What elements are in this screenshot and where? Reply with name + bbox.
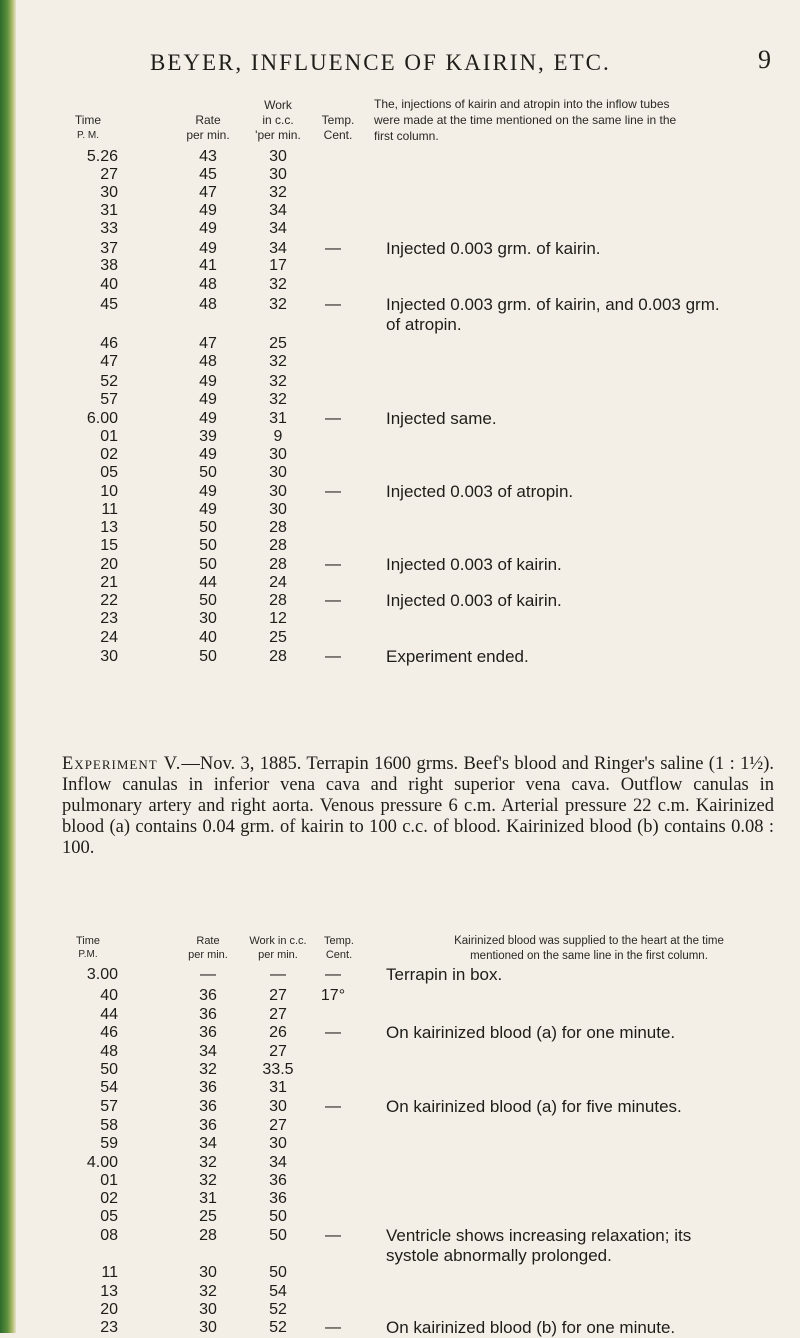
cell-time: 33	[100, 220, 118, 237]
t2-header-time-line2: P.M.	[78, 949, 98, 960]
experiment-v-lead: Experiment V.	[62, 753, 182, 774]
cell-rate: 36	[199, 1079, 217, 1096]
cell-work: 28	[269, 519, 287, 536]
note-line: On kairinized blood (b) for one minute.	[386, 1318, 676, 1337]
t1-header-time-line1: Time	[74, 113, 102, 127]
table-row	[0, 184, 800, 202]
cell-temp: —	[325, 966, 341, 983]
table-row	[0, 501, 800, 519]
table-row	[0, 1006, 800, 1024]
cell-time: 01	[100, 1172, 118, 1189]
t1-header-notes-line2: were made at the time mentioned on the same line in the	[374, 113, 677, 127]
table-row	[0, 1079, 800, 1097]
cell-rate: 25	[199, 1208, 217, 1225]
table-row	[0, 1043, 800, 1061]
cell-rate: 49	[199, 446, 217, 463]
table-row	[0, 1226, 800, 1265]
note-line: Injected 0.003 of atropin.	[386, 482, 574, 501]
cell-rate: 36	[199, 1117, 217, 1134]
cell-time: 27	[100, 166, 118, 183]
t2-header-work-line2: per min.	[258, 949, 298, 961]
table-row	[0, 391, 800, 409]
cell-temp: —	[325, 556, 341, 573]
cell-rate: 49	[199, 202, 217, 219]
note-line: Injected same.	[386, 409, 497, 428]
cell-temp: —	[325, 240, 341, 257]
cell-rate: 36	[199, 1006, 217, 1023]
t1-header-rate-line1: Rate	[195, 113, 221, 127]
cell-time: 13	[100, 519, 118, 536]
table-row	[0, 629, 800, 647]
cell-note	[386, 1097, 796, 1117]
t1-header-work-line1: Work	[264, 98, 292, 112]
note-line: Injected 0.003 grm. of kairin.	[386, 239, 601, 258]
cell-time: 58	[100, 1117, 118, 1134]
cell-time: 11	[101, 1264, 118, 1281]
cell-temp: —	[325, 1098, 341, 1115]
cell-work: 30	[269, 1135, 287, 1152]
cell-work: 12	[269, 610, 287, 627]
cell-time: 46	[100, 335, 118, 352]
cell-rate: 30	[199, 1319, 217, 1336]
t1-header-work	[246, 98, 310, 143]
cell-time: 57	[100, 1098, 118, 1115]
cell-rate: 49	[199, 410, 217, 427]
table-row	[0, 1319, 800, 1337]
cell-work: 36	[269, 1190, 287, 1207]
cell-rate: 48	[199, 353, 217, 370]
t2-header-work-line1: Work in c.c.	[249, 935, 307, 947]
cell-work: 28	[269, 592, 287, 609]
cell-rate: 30	[199, 610, 217, 627]
table-row	[0, 610, 800, 628]
cell-time: 57	[100, 391, 118, 408]
table-row	[0, 648, 800, 666]
cell-work: 26	[269, 1024, 287, 1041]
cell-rate: 45	[199, 166, 217, 183]
table-row	[0, 592, 800, 610]
table-row	[0, 373, 800, 391]
cell-rate: 50	[199, 556, 217, 573]
cell-work: 34	[269, 240, 287, 257]
cell-work: 54	[269, 1283, 287, 1300]
cell-work: 52	[269, 1319, 287, 1336]
t2-header-notes-line1: Kairinized blood was supplied to the heart at the time	[454, 935, 724, 947]
cell-rate: 32	[199, 1172, 217, 1189]
cell-work: 25	[269, 629, 287, 646]
table-row	[0, 166, 800, 184]
t2-header-rate	[176, 934, 240, 962]
cell-work: 32	[269, 353, 287, 370]
cell-temp: —	[325, 592, 341, 609]
cell-work: 28	[269, 648, 287, 665]
cell-work: 52	[269, 1301, 287, 1318]
t1-header-time	[58, 113, 118, 143]
cell-work: 32	[269, 373, 287, 390]
cell-note	[386, 555, 796, 575]
cell-time: 37	[100, 240, 118, 257]
cell-rate: 47	[199, 184, 217, 201]
cell-temp: 17°	[320, 987, 346, 1004]
cell-rate: 49	[199, 501, 217, 518]
cell-work: 27	[269, 1117, 287, 1134]
t1-header-notes-line1: The, injections of kairin and atropin into the inflow tubes	[374, 97, 670, 111]
table-row	[0, 1117, 800, 1135]
cell-time: 6.00	[86, 410, 118, 427]
table-row	[0, 574, 800, 592]
table-row	[0, 335, 800, 353]
cell-rate: 44	[199, 574, 217, 591]
table-row	[0, 295, 800, 334]
cell-work: 9	[273, 428, 283, 445]
cell-time: 01	[100, 428, 118, 445]
cell-rate: 30	[199, 1301, 217, 1318]
cell-time: 31	[100, 202, 118, 219]
t2-header-rate-line2: per min.	[188, 949, 228, 961]
cell-rate: 49	[199, 373, 217, 390]
cell-rate: 49	[199, 240, 217, 257]
table-row	[0, 987, 800, 1005]
cell-time: 40	[100, 987, 118, 1004]
experiment-v-paragraph	[62, 754, 774, 859]
t2-header-temp	[312, 934, 366, 962]
t2-header-rate-line1: Rate	[196, 935, 220, 947]
table-row	[0, 1061, 800, 1079]
cell-time: 20	[100, 1301, 118, 1318]
cell-rate: 36	[199, 987, 217, 1004]
cell-time: 05	[100, 464, 118, 481]
cell-rate: 50	[199, 519, 217, 536]
table-row	[0, 1024, 800, 1042]
cell-time: 15	[100, 537, 118, 554]
cell-rate: 32	[199, 1154, 217, 1171]
t2-header-notes	[382, 934, 796, 964]
table-row	[0, 537, 800, 555]
cell-time: 20	[100, 556, 118, 573]
note-line: Terrapin in box.	[386, 965, 503, 984]
cell-time: 38	[100, 257, 118, 274]
cell-time: 02	[100, 1190, 118, 1207]
table-row	[0, 220, 800, 238]
cell-rate: 50	[199, 592, 217, 609]
cell-note	[386, 482, 796, 502]
cell-time: 02	[100, 446, 118, 463]
cell-time: 45	[100, 296, 118, 313]
cell-work: 50	[269, 1208, 287, 1225]
table-row	[0, 202, 800, 220]
cell-work: 30	[269, 501, 287, 518]
cell-rate: 28	[199, 1227, 217, 1244]
table-row	[0, 556, 800, 574]
cell-note	[386, 409, 796, 429]
cell-temp: —	[325, 1319, 341, 1336]
cell-time: 23	[100, 1319, 118, 1336]
page-number: 9	[758, 45, 771, 74]
cell-time: 22	[100, 592, 118, 609]
cell-work: 34	[269, 220, 287, 237]
cell-work: 30	[269, 166, 287, 183]
cell-rate: 32	[199, 1061, 217, 1078]
table-row	[0, 1264, 800, 1282]
cell-rate: 41	[199, 257, 217, 274]
cell-rate: 32	[199, 1283, 217, 1300]
cell-work: 31	[269, 410, 287, 427]
cell-rate: 34	[199, 1135, 217, 1152]
table-row	[0, 464, 800, 482]
t2-header-notes-line2: mentioned on the same line in the first column.	[470, 950, 708, 962]
table-row	[0, 1190, 800, 1208]
note-line: On kairinized blood (a) for one minute.	[386, 1023, 676, 1042]
t2-header-work	[236, 934, 320, 962]
cell-work: 17	[269, 257, 287, 274]
table-row	[0, 276, 800, 294]
t1-header-temp	[310, 113, 366, 143]
t2-header-time	[58, 934, 118, 962]
running-title: BEYER, INFLUENCE OF KAIRIN, ETC.	[150, 50, 611, 75]
cell-rate: 48	[199, 276, 217, 293]
cell-work: 31	[269, 1079, 287, 1096]
t1-header-time-line2: P. M.	[76, 130, 100, 141]
cell-time: 46	[100, 1024, 118, 1041]
t1-header-temp-line1: Temp.	[321, 113, 355, 127]
note-line-continued: of atropin.	[386, 315, 462, 334]
cell-note	[386, 1023, 796, 1043]
t2-header-temp-line1: Temp.	[324, 935, 354, 947]
cell-work: 27	[269, 987, 287, 1004]
table-row	[0, 1135, 800, 1153]
cell-temp: —	[325, 648, 341, 665]
experiment-v-text: —Nov. 3, 1885. Terrapin 1600 grms. Beef's blood and Ringer's saline (1 : 1½). Inflow canulas in inferior vena cava and right superior vena cava. Outflow canulas in pulmonary artery and right aorta. Venous pressure 6 c.m. Arterial pressure 22 c.m. Kairinized blood (a) contains 0.04 grm. of kairin to 100 c.c. of blood. Kairinized blood (b) contains 0.08 : 100.	[62, 753, 774, 858]
cell-rate: 43	[199, 148, 217, 165]
cell-work: 50	[269, 1264, 287, 1281]
cell-temp: —	[325, 296, 341, 313]
table-row	[0, 240, 800, 258]
cell-note	[386, 591, 796, 611]
cell-rate: 50	[199, 537, 217, 554]
cell-rate: 31	[199, 1190, 217, 1207]
cell-work: 50	[269, 1227, 287, 1244]
cell-rate: 39	[199, 428, 217, 445]
cell-work: 32	[269, 184, 287, 201]
cell-note	[386, 965, 796, 985]
cell-work: 33.5	[262, 1061, 294, 1078]
cell-note	[386, 1318, 796, 1338]
cell-note	[386, 647, 796, 667]
cell-time: 30	[100, 648, 118, 665]
table-row	[0, 353, 800, 371]
note-line: Injected 0.003 grm. of kairin, and 0.003 grm.	[386, 295, 720, 314]
cell-time: 52	[100, 373, 118, 390]
cell-work: 30	[269, 483, 287, 500]
cell-rate: 49	[199, 391, 217, 408]
cell-time: 44	[100, 1006, 118, 1023]
cell-temp: —	[325, 483, 341, 500]
cell-time: 10	[100, 483, 118, 500]
cell-rate: 49	[199, 483, 217, 500]
cell-work: —	[270, 966, 286, 983]
cell-rate: 36	[199, 1024, 217, 1041]
cell-work: 25	[269, 335, 287, 352]
cell-rate: 40	[199, 629, 217, 646]
cell-note	[386, 295, 796, 335]
t1-header-notes	[374, 96, 794, 144]
table-row	[0, 1154, 800, 1172]
table-row	[0, 1098, 800, 1116]
cell-rate: 50	[199, 648, 217, 665]
t1-header-rate-line2: per min.	[186, 128, 230, 142]
cell-time: 3.00	[86, 966, 118, 983]
cell-work: 30	[269, 464, 287, 481]
cell-work: 32	[269, 391, 287, 408]
note-line: Experiment ended.	[386, 647, 529, 666]
t1-header-work-line3: 'per min.	[255, 128, 301, 142]
t1-header-notes-line3: first column.	[374, 129, 439, 143]
note-line: On kairinized blood (a) for five minutes.	[386, 1097, 682, 1116]
note-line-continued: systole abnormally prolonged.	[386, 1246, 612, 1265]
cell-work: 32	[269, 276, 287, 293]
cell-time: 08	[100, 1227, 118, 1244]
cell-note	[386, 1226, 796, 1266]
cell-time: 30	[100, 184, 118, 201]
cell-time: 5.26	[86, 148, 118, 165]
cell-time: 40	[100, 276, 118, 293]
cell-temp: —	[325, 1227, 341, 1244]
cell-rate: 30	[199, 1264, 217, 1281]
cell-work: 32	[269, 296, 287, 313]
cell-rate: 36	[199, 1098, 217, 1115]
note-line: Ventricle shows increasing relaxation; its	[386, 1226, 692, 1245]
t2-header-temp-line2: Cent.	[325, 949, 353, 961]
cell-work: 27	[269, 1043, 287, 1060]
table-row	[0, 410, 800, 428]
table-row	[0, 148, 800, 166]
note-line: Injected 0.003 of kairin.	[386, 591, 562, 610]
note-line: Injected 0.003 of kairin.	[386, 555, 562, 574]
cell-time: 13	[100, 1283, 118, 1300]
t1-header-rate	[176, 113, 240, 143]
cell-rate: 47	[199, 335, 217, 352]
table-row	[0, 428, 800, 446]
cell-time: 47	[100, 353, 118, 370]
table-row	[0, 1283, 800, 1301]
cell-work: 27	[269, 1006, 287, 1023]
cell-rate: 50	[199, 464, 217, 481]
cell-rate: 34	[199, 1043, 217, 1060]
cell-time: 54	[100, 1079, 118, 1096]
table-row	[0, 519, 800, 537]
cell-time: 05	[100, 1208, 118, 1225]
cell-temp: —	[325, 410, 341, 427]
cell-work: 36	[269, 1172, 287, 1189]
table-row	[0, 1208, 800, 1226]
cell-rate: 49	[199, 220, 217, 237]
cell-work: 30	[269, 148, 287, 165]
cell-time: 11	[101, 501, 118, 518]
cell-time: 48	[100, 1043, 118, 1060]
cell-rate: —	[200, 966, 216, 983]
cell-time: 59	[100, 1135, 118, 1152]
cell-work: 30	[269, 446, 287, 463]
table-row	[0, 257, 800, 275]
cell-time: 24	[100, 629, 118, 646]
t1-header-temp-line2: Cent.	[323, 128, 353, 142]
cell-rate: 48	[199, 296, 217, 313]
cell-work: 24	[269, 574, 287, 591]
t2-header-time-line1: Time	[75, 935, 101, 947]
cell-time: 21	[100, 574, 118, 591]
cell-work: 30	[269, 1098, 287, 1115]
cell-time: 4.00	[86, 1154, 118, 1171]
cell-work: 34	[269, 202, 287, 219]
cell-note	[386, 239, 796, 259]
cell-work: 28	[269, 556, 287, 573]
cell-temp: —	[325, 1024, 341, 1041]
table-row	[0, 966, 800, 984]
cell-work: 28	[269, 537, 287, 554]
table-row	[0, 1172, 800, 1190]
t1-header-work-line2: in c.c.	[262, 113, 294, 127]
cell-time: 50	[100, 1061, 118, 1078]
table-row	[0, 446, 800, 464]
cell-work: 34	[269, 1154, 287, 1171]
table-row	[0, 1301, 800, 1319]
cell-time: 23	[100, 610, 118, 627]
table-row	[0, 483, 800, 501]
